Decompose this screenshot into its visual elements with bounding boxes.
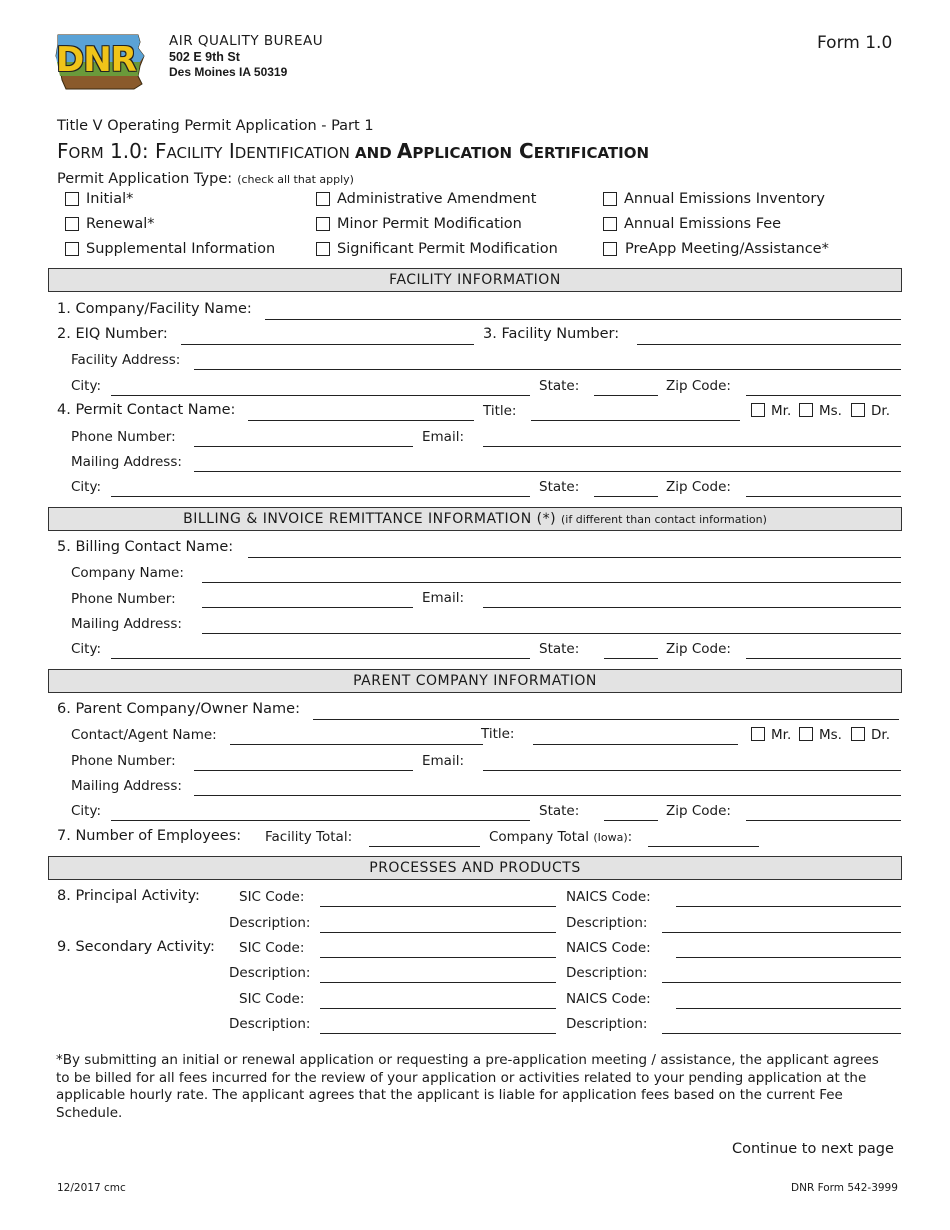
billing-contact-field[interactable] xyxy=(248,540,901,556)
contact-phone-label: Phone Number: xyxy=(71,429,176,445)
parent-ms-checkbox[interactable] xyxy=(799,727,813,741)
renewal-checkbox[interactable] xyxy=(65,217,79,231)
secondary2-naics-desc-line xyxy=(662,1033,901,1034)
parent-zip-line xyxy=(746,820,901,821)
secondary2-sic-desc-field[interactable] xyxy=(320,1016,556,1032)
contact-state-line xyxy=(594,496,658,497)
billing-state-line xyxy=(604,658,658,659)
emissions-fee-label: Annual Emissions Fee xyxy=(624,216,782,232)
facility-zip-line xyxy=(746,395,901,396)
billing-phone-label: Phone Number: xyxy=(71,591,176,607)
billing-contact-label: 5. Billing Contact Name: xyxy=(57,539,234,555)
contact-title-field[interactable] xyxy=(531,403,740,419)
parent-state-field[interactable] xyxy=(604,804,658,820)
secondary2-sic-desc-label: Description: xyxy=(229,1016,311,1032)
initial-checkbox[interactable] xyxy=(65,192,79,206)
principal-sic-desc-field[interactable] xyxy=(320,915,556,931)
billing-city-line xyxy=(111,658,530,659)
principal-naics-line xyxy=(676,906,901,907)
secondary2-naics-line xyxy=(676,1008,901,1009)
billing-state-label: State: xyxy=(539,641,580,657)
initial-label: Initial* xyxy=(86,191,134,207)
contact-mailing-field[interactable] xyxy=(194,455,901,471)
secondary-sic-desc-field[interactable] xyxy=(320,965,556,981)
billing-section-header: BILLING & INVOICE REMITTANCE INFORMATION (*) (if different than contact information) xyxy=(48,507,902,531)
secondary-activity-label: 9. Secondary Activity: xyxy=(57,939,215,955)
billing-agreement-note: *By submitting an initial or renewal application or requesting a pre-application meeting / assistance, the applicant agrees to be billed for all fees incurred for the review of your application or activities related to your pending application at the applicable hourly rate. The applicant agrees that the applicant is liable for application fees based on the current Fee Schedule. xyxy=(56,1052,879,1121)
facility-state-field[interactable] xyxy=(594,379,658,395)
principal-sic-line xyxy=(320,906,556,907)
company-name-label: 1. Company/Facility Name: xyxy=(57,301,252,317)
secondary-sic-label: SIC Code: xyxy=(239,940,305,956)
billing-phone-line xyxy=(202,607,413,608)
principal-naics-field[interactable] xyxy=(676,889,901,905)
principal-sic-desc-label: Description: xyxy=(229,915,311,931)
parent-ms-label: Ms. xyxy=(819,727,842,743)
principal-activity-label: 8. Principal Activity: xyxy=(57,888,200,904)
parent-mr-label: Mr. xyxy=(771,727,792,743)
secondary-naics-desc-field[interactable] xyxy=(662,965,901,981)
bureau-street: 502 E 9th St xyxy=(169,50,240,64)
secondary2-sic-desc-line xyxy=(320,1033,556,1034)
parent-owner-line xyxy=(313,719,899,720)
form-subtitle: Title V Operating Permit Application - Part 1 xyxy=(57,118,374,134)
eiq-number-label: 2. EIQ Number: xyxy=(57,326,168,342)
parent-owner-label: 6. Parent Company/Owner Name: xyxy=(57,701,300,717)
billing-zip-line xyxy=(746,658,901,659)
minor-mod-checkbox[interactable] xyxy=(316,217,330,231)
facility-number-line xyxy=(637,344,901,345)
contact-dr-label: Dr. xyxy=(871,403,890,419)
app-type-label: Permit Application Type: (check all that apply) xyxy=(57,171,354,187)
parent-phone-field[interactable] xyxy=(194,754,413,770)
parent-mailing-field[interactable] xyxy=(194,779,901,795)
principal-sic-field[interactable] xyxy=(320,889,556,905)
billing-mailing-line xyxy=(202,633,901,634)
parent-email-field[interactable] xyxy=(483,754,901,770)
facility-city-field[interactable] xyxy=(111,379,530,395)
billing-zip-field[interactable] xyxy=(746,642,901,658)
parent-title-field[interactable] xyxy=(533,728,738,744)
preapp-checkbox[interactable] xyxy=(603,242,617,256)
facility-zip-field[interactable] xyxy=(746,379,901,395)
parent-zip-field[interactable] xyxy=(746,804,901,820)
parent-agent-label: Contact/Agent Name: xyxy=(71,727,217,743)
parent-zip-label: Zip Code: xyxy=(666,803,731,819)
logo-text: DNR xyxy=(56,40,136,80)
bureau-name: AIR QUALITY BUREAU xyxy=(169,33,324,49)
parent-email-line xyxy=(483,770,901,771)
facility-address-label: Facility Address: xyxy=(71,352,181,368)
billing-state-field[interactable] xyxy=(604,642,658,658)
parent-email-label: Email: xyxy=(422,753,465,769)
principal-naics-desc-line xyxy=(662,932,901,933)
facility-total-field[interactable] xyxy=(369,830,480,846)
secondary2-naics-desc-label: Description: xyxy=(566,1016,648,1032)
billing-city-label: City: xyxy=(71,641,102,657)
billing-mailing-label: Mailing Address: xyxy=(71,616,182,632)
secondary2-sic-label: SIC Code: xyxy=(239,991,305,1007)
billing-mailing-field[interactable] xyxy=(202,617,901,633)
parent-city-label: City: xyxy=(71,803,102,819)
facility-state-label: State: xyxy=(539,378,580,394)
company-total-label: Company Total (Iowa): xyxy=(489,829,633,845)
contact-mailing-line xyxy=(194,471,901,472)
facility-number-label: 3. Facility Number: xyxy=(483,326,620,342)
contact-zip-label: Zip Code: xyxy=(666,479,731,495)
continue-next-page: Continue to next page xyxy=(732,1141,894,1157)
processes-section-header: PROCESSES AND PRODUCTS xyxy=(48,856,902,880)
parent-city-field[interactable] xyxy=(111,804,530,820)
secondary-sic-desc-line xyxy=(320,982,556,983)
parent-dr-label: Dr. xyxy=(871,727,890,743)
contact-mailing-label: Mailing Address: xyxy=(71,454,182,470)
billing-company-line xyxy=(202,582,901,583)
contact-phone-field[interactable] xyxy=(194,430,413,446)
secondary-naics-desc-label: Description: xyxy=(566,965,648,981)
facility-address-line xyxy=(194,369,901,370)
facility-total-line xyxy=(369,846,480,847)
facility-section-header: FACILITY INFORMATION xyxy=(48,268,902,292)
parent-dr-checkbox[interactable] xyxy=(851,727,865,741)
supplemental-checkbox[interactable] xyxy=(65,242,79,256)
dnr-logo xyxy=(54,32,146,92)
principal-sic-label: SIC Code: xyxy=(239,889,305,905)
secondary-sic-line xyxy=(320,957,556,958)
form-number: Form 1.0 xyxy=(817,33,893,53)
contact-state-field[interactable] xyxy=(594,480,658,496)
bureau-city: Des Moines IA 50319 xyxy=(169,65,288,79)
facility-number-field[interactable] xyxy=(637,327,901,343)
secondary-naics-desc-line xyxy=(662,982,901,983)
company-name-line xyxy=(265,319,901,320)
renewal-label: Renewal* xyxy=(86,216,155,232)
secondary2-naics-desc-field[interactable] xyxy=(662,1016,901,1032)
billing-email-label: Email: xyxy=(422,590,465,606)
contact-title-label: Title: xyxy=(483,403,517,419)
contact-city-field[interactable] xyxy=(111,480,530,496)
facility-city-label: City: xyxy=(71,378,102,394)
permit-contact-label: 4. Permit Contact Name: xyxy=(57,402,236,418)
permit-contact-line xyxy=(248,420,474,421)
secondary-naics-line xyxy=(676,957,901,958)
contact-dr-checkbox[interactable] xyxy=(851,403,865,417)
billing-contact-line xyxy=(248,557,901,558)
contact-mr-checkbox[interactable] xyxy=(751,403,765,417)
facility-zip-label: Zip Code: xyxy=(666,378,731,394)
principal-sic-desc-line xyxy=(320,932,556,933)
facility-address-field[interactable] xyxy=(194,353,901,369)
significant-mod-checkbox[interactable] xyxy=(316,242,330,256)
admin-amendment-label: Administrative Amendment xyxy=(337,191,537,207)
parent-title-line xyxy=(533,744,738,745)
contact-email-field[interactable] xyxy=(483,430,901,446)
footer-date: 12/2017 cmc xyxy=(57,1182,126,1194)
parent-owner-field[interactable] xyxy=(313,702,899,718)
parent-mailing-label: Mailing Address: xyxy=(71,778,182,794)
secondary2-sic-line xyxy=(320,1008,556,1009)
secondary-naics-field[interactable] xyxy=(676,940,901,956)
parent-agent-field[interactable] xyxy=(230,728,483,744)
company-name-field[interactable] xyxy=(265,302,901,318)
billing-company-field[interactable] xyxy=(202,566,901,582)
parent-city-line xyxy=(111,820,530,821)
principal-naics-label: NAICS Code: xyxy=(566,889,651,905)
contact-city-line xyxy=(111,496,530,497)
parent-state-label: State: xyxy=(539,803,580,819)
emissions-inventory-label: Annual Emissions Inventory xyxy=(624,191,825,207)
facility-city-line xyxy=(111,395,530,396)
admin-amendment-checkbox[interactable] xyxy=(316,192,330,206)
billing-email-field[interactable] xyxy=(483,591,901,607)
contact-email-line xyxy=(483,446,901,447)
billing-city-field[interactable] xyxy=(111,642,530,658)
supplemental-label: Supplemental Information xyxy=(86,241,276,257)
billing-phone-field[interactable] xyxy=(202,591,413,607)
company-total-line xyxy=(648,846,759,847)
preapp-label: PreApp Meeting/Assistance* xyxy=(625,241,829,257)
parent-mr-checkbox[interactable] xyxy=(751,727,765,741)
secondary-sic-desc-label: Description: xyxy=(229,965,311,981)
contact-mr-label: Mr. xyxy=(771,403,792,419)
minor-mod-label: Minor Permit Modification xyxy=(337,216,522,232)
parent-phone-label: Phone Number: xyxy=(71,753,176,769)
parent-title-label: Title: xyxy=(481,726,515,742)
parent-section-header: PARENT COMPANY INFORMATION xyxy=(48,669,902,693)
permit-contact-field[interactable] xyxy=(248,403,474,419)
parent-agent-line xyxy=(230,744,483,745)
emissions-fee-checkbox[interactable] xyxy=(603,217,617,231)
form-title: FORM 1.0: FACILITY IDENTIFICATION AND APPLICATION CERTIFICATION xyxy=(57,139,650,163)
footer-form-id: DNR Form 542-3999 xyxy=(791,1182,898,1194)
facility-state-line xyxy=(594,395,658,396)
secondary2-sic-field[interactable] xyxy=(320,991,556,1007)
parent-phone-line xyxy=(194,770,413,771)
contact-title-line xyxy=(531,420,740,421)
secondary-sic-field[interactable] xyxy=(320,940,556,956)
billing-email-line xyxy=(483,607,901,608)
parent-state-line xyxy=(604,820,658,821)
contact-zip-field[interactable] xyxy=(746,480,901,496)
contact-zip-line xyxy=(746,496,901,497)
significant-mod-label: Significant Permit Modification xyxy=(337,241,558,257)
principal-naics-desc-label: Description: xyxy=(566,915,648,931)
secondary-naics-label: NAICS Code: xyxy=(566,940,651,956)
billing-zip-label: Zip Code: xyxy=(666,641,731,657)
contact-ms-checkbox[interactable] xyxy=(799,403,813,417)
secondary2-naics-label: NAICS Code: xyxy=(566,991,651,1007)
eiq-number-line xyxy=(181,344,474,345)
emissions-inventory-checkbox[interactable] xyxy=(603,192,617,206)
facility-total-label: Facility Total: xyxy=(265,829,353,845)
company-total-field[interactable] xyxy=(648,830,759,846)
contact-phone-line xyxy=(194,446,413,447)
contact-ms-label: Ms. xyxy=(819,403,842,419)
principal-naics-desc-field[interactable] xyxy=(662,915,901,931)
secondary2-naics-field[interactable] xyxy=(676,991,901,1007)
contact-state-label: State: xyxy=(539,479,580,495)
contact-email-label: Email: xyxy=(422,429,465,445)
employees-label: 7. Number of Employees: xyxy=(57,828,242,844)
billing-company-label: Company Name: xyxy=(71,565,184,581)
contact-city-label: City: xyxy=(71,479,102,495)
eiq-number-field[interactable] xyxy=(181,327,474,343)
parent-mailing-line xyxy=(194,795,901,796)
